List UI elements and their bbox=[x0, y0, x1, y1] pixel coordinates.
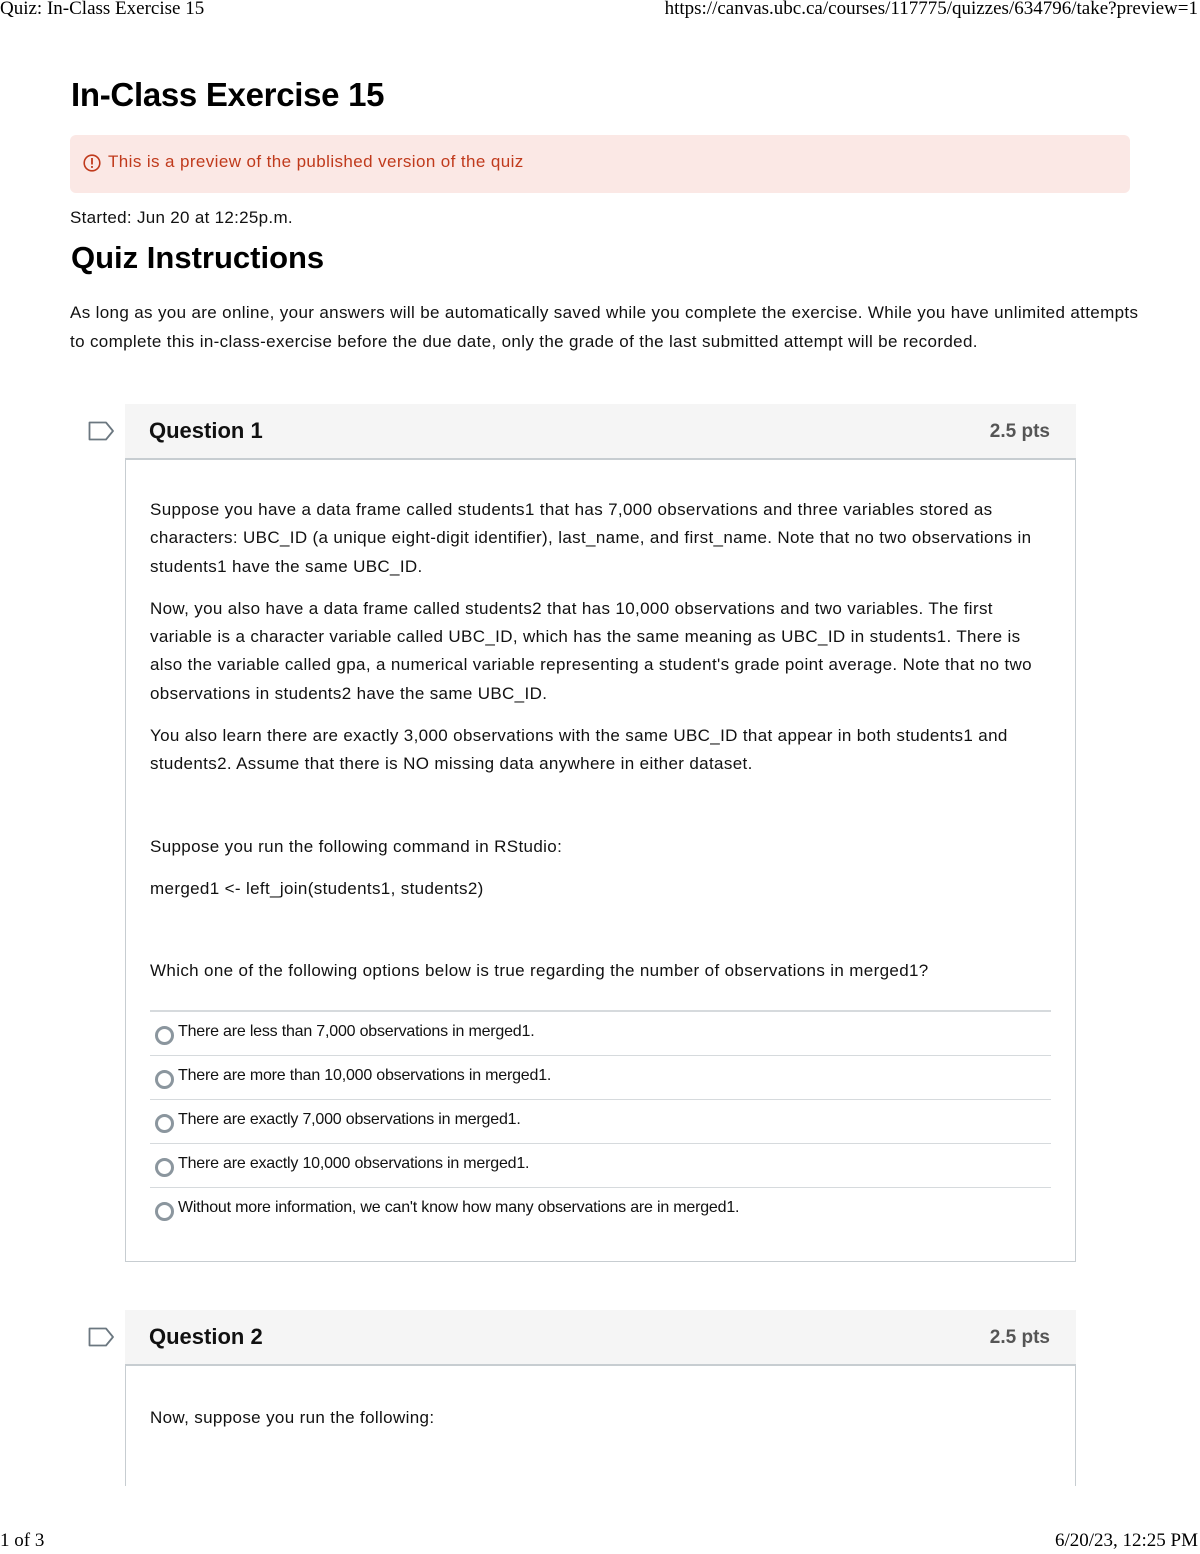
answer-label[interactable]: There are exactly 7,000 observations in merged1. bbox=[178, 1110, 521, 1128]
question-text: Suppose you have a data frame called students1 that has 7,000 observations and three variables stored as characters: UBC_ID (a unique eight-digit identifier), last_name, and first_name. Note that no two observations in students1 have the same UBC_ID. bbox=[150, 500, 1032, 576]
radio-unchecked-icon[interactable] bbox=[155, 1026, 174, 1045]
question-header bbox=[125, 404, 1076, 460]
preview-alert bbox=[70, 135, 1130, 193]
answer-option[interactable] bbox=[150, 1012, 1051, 1056]
page-title: In-Class Exercise 15 bbox=[71, 76, 385, 113]
answer-option[interactable] bbox=[150, 1144, 1051, 1188]
radio-unchecked-icon[interactable] bbox=[155, 1202, 174, 1221]
answer-option[interactable] bbox=[150, 1056, 1051, 1100]
warning-circle-icon bbox=[83, 154, 101, 172]
preview-notice-text: This is a preview of the published version of the quiz bbox=[108, 152, 524, 171]
question-body bbox=[125, 460, 1076, 1262]
radio-unchecked-icon[interactable] bbox=[155, 1070, 174, 1089]
question-text: Suppose you run the following command in RStudio: bbox=[150, 836, 563, 856]
print-url: https://canvas.ubc.ca/courses/117775/quizzes/634796/take?preview=1 bbox=[664, 0, 1198, 19]
answer-list bbox=[150, 1010, 1051, 1231]
started-timestamp: Started: Jun 20 at 12:25p.m. bbox=[70, 208, 293, 227]
question-1 bbox=[125, 404, 1076, 1262]
print-timestamp: 6/20/23, 12:25 PM bbox=[1054, 1530, 1198, 1551]
question-text: You also learn there are exactly 3,000 observations with the same UBC_ID that appear in both students1 and students2. Assume that there is NO missing data anywhere in either dataset. bbox=[150, 726, 1008, 774]
question-header bbox=[125, 1310, 1076, 1366]
question-text: Now, suppose you run the following: bbox=[150, 1408, 435, 1427]
answer-option[interactable] bbox=[150, 1100, 1051, 1144]
answer-label[interactable]: There are more than 10,000 observations in merged1. bbox=[178, 1066, 552, 1084]
print-header bbox=[0, 0, 1200, 22]
question-text: Now, you also have a data frame called students2 that has 10,000 observations and two variables. The first variable is a character variable called UBC_ID, which has the same meaning as UBC_ID in students1. There is also the variable called gpa, a numerical variable representing a student's grade point average. Note that no two observations in students2 have the same UBC_ID. bbox=[150, 598, 1032, 703]
answer-option[interactable] bbox=[150, 1188, 1051, 1231]
question-title: Question 2 bbox=[149, 1324, 263, 1349]
print-footer bbox=[0, 1530, 1200, 1554]
radio-unchecked-icon[interactable] bbox=[155, 1114, 174, 1133]
code-line: merged1 <- left_join(students1, students2) bbox=[150, 878, 484, 898]
instructions-heading: Quiz Instructions bbox=[71, 240, 325, 275]
radio-unchecked-icon[interactable] bbox=[155, 1158, 174, 1177]
answer-label[interactable]: There are less than 7,000 observations in merged1. bbox=[178, 1022, 535, 1040]
question-body bbox=[125, 1366, 1076, 1486]
answer-label[interactable]: There are exactly 10,000 observations in merged1. bbox=[178, 1154, 530, 1172]
question-prompt: Which one of the following options below is true regarding the number of observations in merged1? bbox=[150, 961, 929, 981]
question-title: Question 1 bbox=[149, 418, 263, 443]
instructions-text: As long as you are online, your answers will be automatically saved while you complete the exercise. While you have unlimited attempts to complete this in-class-exercise before the due date, only the grade of the last submitted attempt will be recorded. bbox=[70, 303, 1139, 351]
question-points: 2.5 pts bbox=[989, 421, 1050, 442]
question-points: 2.5 pts bbox=[989, 1327, 1050, 1348]
flag-outline-icon[interactable] bbox=[88, 421, 115, 441]
page-number: 1 of 3 bbox=[0, 1530, 45, 1551]
question-2 bbox=[125, 1310, 1076, 1486]
flag-outline-icon[interactable] bbox=[88, 1327, 115, 1347]
print-page-title: Quiz: In-Class Exercise 15 bbox=[0, 0, 205, 19]
answer-label[interactable]: Without more information, we can't know how many observations are in merged1. bbox=[178, 1198, 740, 1216]
